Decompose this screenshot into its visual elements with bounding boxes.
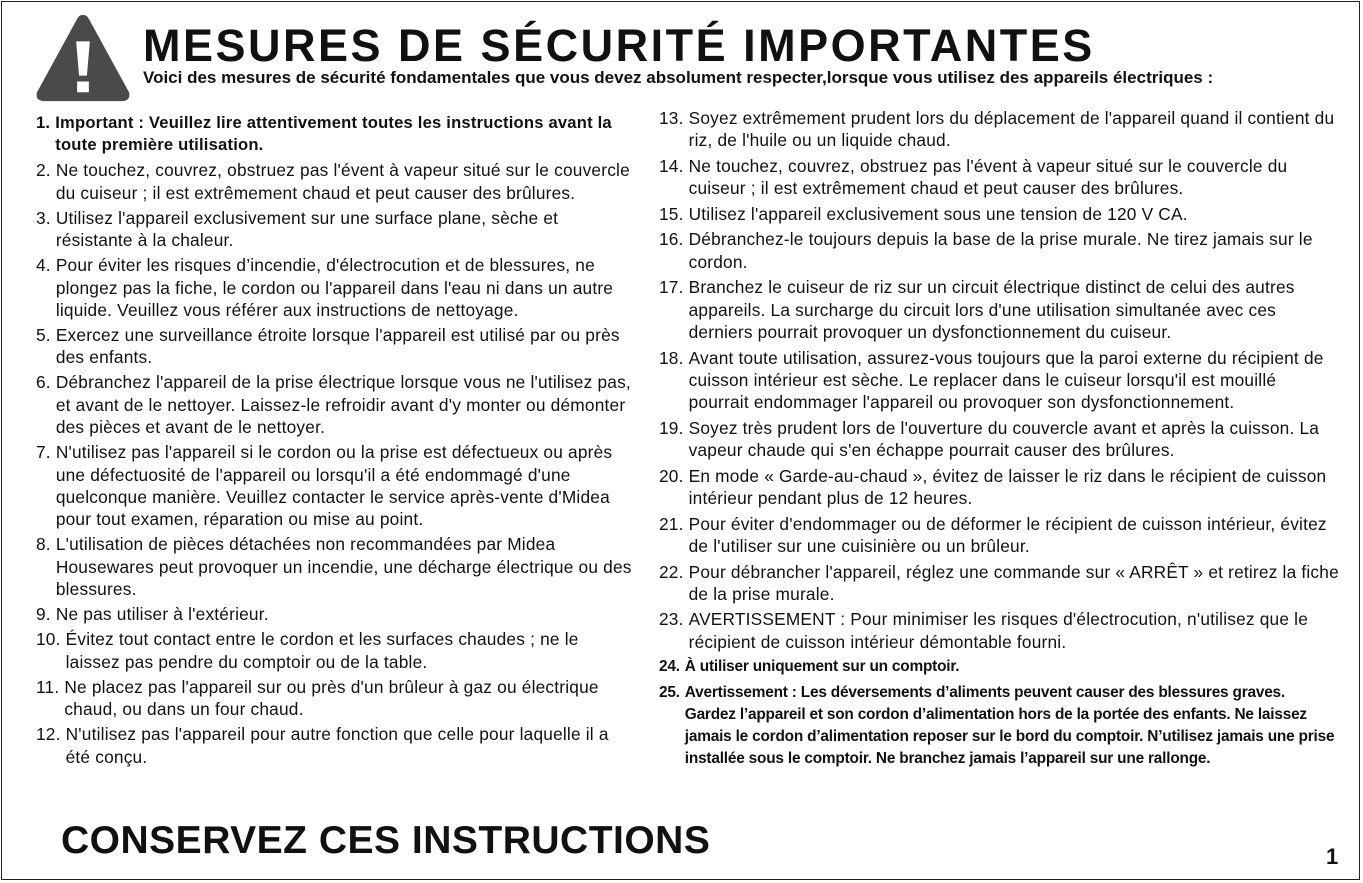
- item-text: Important : Veuillez lire attentivement toutes les instructions avant la toute première utilisation.: [55, 113, 612, 155]
- item-text: L'utilisation de pièces détachées non recommandées par Midea Housewares peut provoquer un incendie, une décharge électrique ou des blessures.: [55, 534, 632, 600]
- list-item: [659, 417, 1339, 462]
- list-item: [659, 107, 1339, 152]
- item-text: Ne placez pas l'appareil sur ou près d'un brûleur à gaz ou électrique chaud, ou dans un four chaud.: [64, 676, 599, 720]
- item-number: 19.: [659, 417, 684, 438]
- list-item: [36, 112, 636, 157]
- item-text: En mode « Garde-au-chaud », évitez de laisser le riz dans le récipient de cuisson intérieur pendant plus de 12 heures.: [688, 465, 1327, 509]
- list-item: [36, 723, 636, 768]
- item-number: 11.: [36, 676, 60, 697]
- list-item: [659, 228, 1339, 273]
- list-item: [36, 254, 636, 321]
- keep-instructions-footer: CONSERVEZ CES INSTRUCTIONS: [61, 819, 711, 862]
- item-number: 21.: [659, 513, 684, 534]
- intro-text: Voici des mesures de sécurité fondamentales que vous devez absolument respecter,lorsque vous utilisez des appareils électriques :: [143, 68, 1214, 87]
- item-number: 20.: [659, 465, 684, 486]
- list-item: [36, 324, 636, 369]
- item-number: 25.: [659, 683, 680, 701]
- list-item: [36, 441, 636, 531]
- item-number: 2.: [36, 160, 51, 181]
- list-item: [659, 465, 1339, 510]
- item-number: 23.: [659, 609, 684, 630]
- item-number: 6.: [36, 372, 51, 393]
- item-text: N'utilisez pas l'appareil si le cordon ou la prise est défectueux ou après une défectuosité de l'appareil ou lorsqu'il a été endommagé d'une quelconque manière. Veuillez contacter le service après-vente d'Midea pour tout examen, réparation ou mise au point.: [55, 442, 613, 530]
- item-number: 15.: [659, 203, 684, 224]
- item-text: N'utilisez pas l'appareil pour autre fonction que celle pour laquelle il a été conçu.: [65, 724, 609, 767]
- item-text: Pour débrancher l'appareil, réglez une commande sur « ARRÊT » et retirez la fiche de la prise murale.: [688, 561, 1339, 604]
- item-number: 8.: [36, 534, 51, 555]
- item-text: Pour éviter les risques d’incendie, d'électrocution et de blessures, ne plongez pas la fiche, le cordon ou l'appareil dans l'eau ni dans un autre liquide. Veuillez vous référer aux instructions de nettoyage.: [55, 255, 614, 321]
- list-item: [659, 203, 1339, 225]
- list-item: [659, 347, 1339, 414]
- page-number: 1: [1326, 844, 1339, 869]
- item-text: Utilisez l'appareil exclusivement sur une surface plane, sèche et résistante à la chaleur.: [55, 207, 559, 251]
- list-item: [659, 608, 1339, 653]
- item-number: 3.: [36, 207, 51, 228]
- warning-icon: [34, 12, 132, 104]
- list-item: [36, 603, 636, 625]
- item-text: Évitez tout contact entre le cordon et les surfaces chaudes ; ne le laissez pas pendre du comptoir ou de la table.: [65, 629, 579, 672]
- item-text: Débranchez-le toujours depuis la base de la prise murale. Ne tirez jamais sur le cordon.: [688, 229, 1313, 272]
- list-item: [659, 682, 1339, 771]
- list-item: [36, 207, 636, 252]
- list-item: [36, 533, 636, 600]
- item-number: 7.: [36, 442, 51, 463]
- item-text: AVERTISSEMENT : Pour minimiser les risques d'électrocution, n'utilisez que le récipient de cuisson intérieur démontable fourni.: [688, 609, 1309, 652]
- item-number: 1.: [36, 113, 51, 132]
- item-number: 22.: [659, 561, 684, 582]
- item-text: Débranchez l'appareil de la prise électrique lorsque vous ne l'utilisez pas, et avant de le nettoyer. Laissez-le refroidir avant d'y monter ou démonter des pièces et avant de le nettoyer.: [55, 372, 631, 438]
- item-number: 13.: [659, 108, 684, 128]
- item-text: Avant toute utilisation, assurez-vous toujours que la paroi externe du récipient de cuisson intérieur est sèche. Le replacer dans le cuiseur lorsqu'il est mouillé pourrait endommager l'appareil ou provoquer son dysfonctionnement.: [688, 347, 1324, 413]
- item-text: À utiliser uniquement sur un comptoir.: [684, 658, 960, 676]
- item-text: Ne touchez, couvrez, obstruez pas l'évent à vapeur situé sur le couvercle du cuiseur ; il est extrêmement chaud et peut causer des brûlures.: [55, 160, 630, 203]
- list-item: [659, 656, 1339, 678]
- list-item: [659, 513, 1339, 558]
- item-text: Pour éviter d'endommager ou de déformer le récipient de cuisson intérieur, évitez de l'utiliser sur une cuisinière ou un brûleur.: [688, 513, 1327, 557]
- item-number: 12.: [36, 724, 61, 745]
- item-text: Exercez une surveillance étroite lorsque l'appareil est utilisé par ou près des enfants.: [55, 325, 620, 368]
- item-text: Soyez extrêmement prudent lors du déplacement de l'appareil quand il contient du riz, de l'huile ou un liquide chaud.: [688, 108, 1335, 151]
- list-item: [659, 155, 1339, 200]
- item-number: 17.: [659, 277, 684, 298]
- item-text: Ne touchez, couvrez, obstruez pas l'évent à vapeur situé sur le couvercle du cuiseur ; il est extrêmement chaud et peut causer des brûlures.: [688, 155, 1288, 199]
- item-text: Branchez le cuiseur de riz sur un circuit électrique distinct de celui des autres appareils. La surcharge du circuit lors d'une utilisation simultanée avec ces derniers pourrait provoquer un dysfonctionnement du cuiseur.: [688, 277, 1295, 343]
- item-number: 24.: [659, 658, 680, 676]
- list-item: [659, 276, 1339, 343]
- item-text: Ne pas utiliser à l'extérieur.: [55, 604, 269, 625]
- item-number: 4.: [36, 255, 51, 276]
- list-item: [36, 676, 636, 721]
- list-item: [659, 561, 1339, 606]
- item-number: 9.: [36, 604, 51, 625]
- list-item: [36, 371, 636, 438]
- item-number: 5.: [36, 325, 51, 346]
- instructions-left-column: [36, 112, 636, 771]
- item-number: 18.: [659, 347, 684, 368]
- list-item: [36, 159, 636, 204]
- item-text: Utilisez l'appareil exclusivement sous une tension de 120 V CA.: [688, 203, 1188, 224]
- item-text: Soyez très prudent lors de l'ouverture du couvercle avant et après la cuisson. La vapeur chaude qui s'en échappe pourrait causer des brûlures.: [688, 417, 1320, 461]
- item-number: 10.: [36, 629, 61, 650]
- page-title: MESURES DE SÉCURITÉ IMPORTANTES: [143, 20, 1095, 71]
- item-number: 14.: [659, 155, 684, 176]
- list-item: [36, 628, 636, 673]
- instructions-right-column: [659, 107, 1339, 774]
- item-text: Avertissement : Les déversements d’aliments peuvent causer des blessures graves. Gardez l’appareil et son cordon d’alimentation hors de la portée des enfants. Ne laissez jamais le cordon d’alimentation reposer sur le bord du comptoir. N’utilisez jamais une prise installée sous le comptoir. Ne branchez jamais l’appareil sur une rallonge.: [684, 683, 1335, 768]
- item-number: 16.: [659, 229, 684, 250]
